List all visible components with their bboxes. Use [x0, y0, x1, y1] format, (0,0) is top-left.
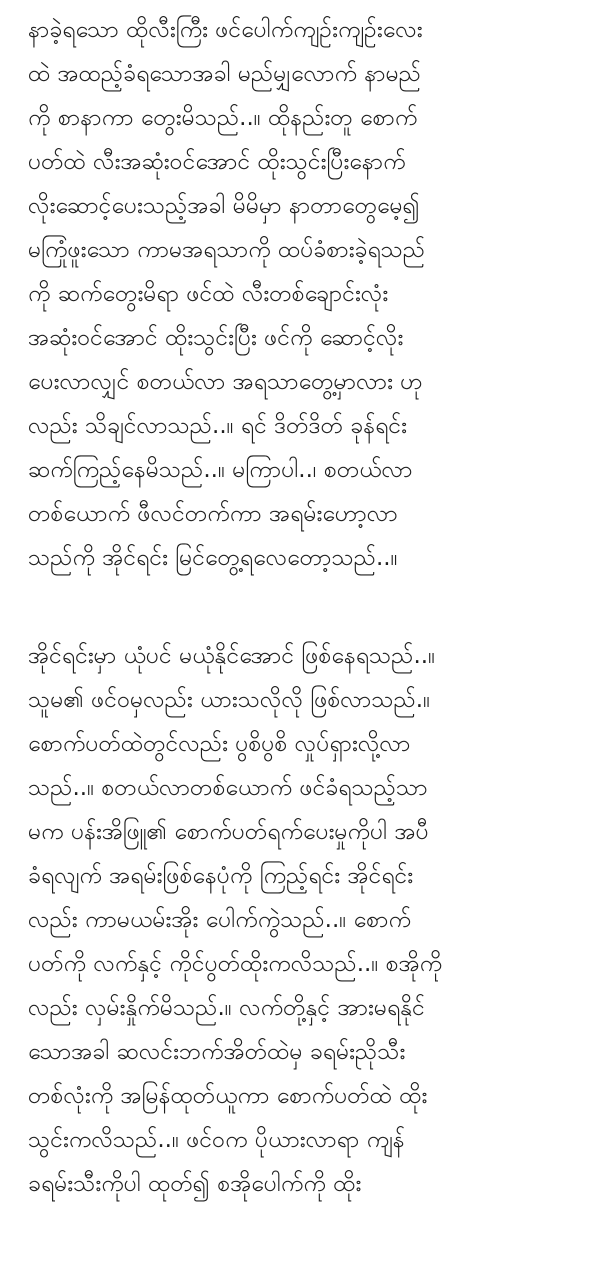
paragraph-2-line-13: ခရမ်းသီးကိုပါ ထုတ်၍ စအိုပေါက်ကို ထိုး [28, 1171, 362, 1197]
paragraph-2-line-5: မက ပန်းအိဖြူ၏ စောက်ပတ်ရက်ပေးမှုကိုပါ အပီ [28, 819, 429, 845]
paragraph-1-line-3: ကို စာနာကာ တွေးမိသည်..။ ထိုနည်းတူ စောက် [28, 105, 418, 131]
paragraph-2-line-2: သူမ၏ ဖင်ဝမှလည်း ယားသလိုလို ဖြစ်လာသည်.။ [28, 687, 431, 713]
paragraph-1-line-7: ကို ဆက်တွေးမိရာ ဖင်ထဲ လီးတစ်ချောင်းလုံး [28, 281, 389, 307]
paragraph-2-line-8: ပတ်ကို လက်နှင့် ကိုင်ပွတ်ထိုးကလိသည်..။ စအိုကို [28, 951, 443, 977]
paragraph-1-line-11: ဆက်ကြည့်နေမိသည်..။ မကြာပါ..၊ စတယ်လာ [28, 457, 413, 483]
paragraph-1-line-8: အဆုံးဝင်အောင် ထိုးသွင်းပြီး ဖင်ကို ဆောင့်လိုး [28, 325, 404, 351]
paragraph-1-line-9: ပေးလာလျှင် စတယ်လာ အရသာတွေ့မှာလား ဟု [28, 369, 423, 395]
paragraph-2-line-6: ခံရလျက် အရမ်းဖြစ်နေပုံကို ကြည့်ရင်း အိုင်ရင်း [28, 863, 414, 889]
paragraph-1-line-10: လည်း သိချင်လာသည်..။ ရင် ဒိတ်ဒိတ် ခုန်ရင်း [28, 413, 407, 439]
paragraph-1-line-13: သည်ကို အိုင်ရင်း မြင်တွေ့ရလေတော့သည်..။ [28, 545, 398, 571]
paragraph-1-line-6: မကြုံဖူးသော ကာမအရသာကို ထပ်ခံစားခဲ့ရသည် [28, 237, 426, 263]
paragraph-1-line-12: တစ်ယောက် ဖီလင်တက်ကာ အရမ်းဟော့လာ [28, 501, 398, 527]
paragraph-1-line-1: နာခဲ့ရသော ထိုလီးကြီး ဖင်ပေါက်ကျဉ်းကျဉ်းလေး [28, 17, 423, 43]
paragraph-2-line-7: လည်း ကာမယမ်းအိုး ပေါက်ကွဲသည်..။ စောက် [28, 907, 411, 933]
paragraph-1-line-5: လိုးဆောင့်ပေးသည့်အခါ မိမိမှာ နာတာတွေမေ့၍ [28, 193, 420, 219]
paragraph-2-line-4: သည်..။ စတယ်လာတစ်ယောက် ဖင်ခံရသည့်သာ [28, 775, 428, 801]
paragraph-2-line-11: တစ်လုံးကို အမြန်ထုတ်ယူကာ စောက်ပတ်ထဲ ထိုး [28, 1083, 428, 1109]
paragraph-2-line-9: လည်း လှမ်းနှိုက်မိသည်.။ လက်တို့နှင့် အားမရနိုင် [28, 995, 425, 1021]
paragraph-2-line-3: စောက်ပတ်ထဲတွင်လည်း ပွစိပွစိ လှုပ်ရှားလို့လာ [28, 731, 411, 757]
paragraph-1-line-4: ပတ်ထဲ လီးအဆုံးဝင်အောင် ထိုးသွင်းပြီးနောက် [28, 149, 406, 175]
paragraph-2-line-10: သောအခါ ဆလင်းဘက်အိတ်ထဲမှ ခရမ်းညိုသီး [28, 1039, 406, 1065]
paragraph-2-line-1: အိုင်ရင်းမှာ ယုံပင် မယုံနိုင်အောင် ဖြစ်နေရသည်..။ [28, 643, 436, 669]
paragraph-2-line-12: သွင်းကလိသည်..။ ဖင်ဝက ပိုယားလာရာ ကျန် [28, 1127, 405, 1153]
paragraph-1-line-2: ထဲ အထည့်ခံရသောအခါ မည်မျှလောက် နာမည် [28, 61, 422, 87]
